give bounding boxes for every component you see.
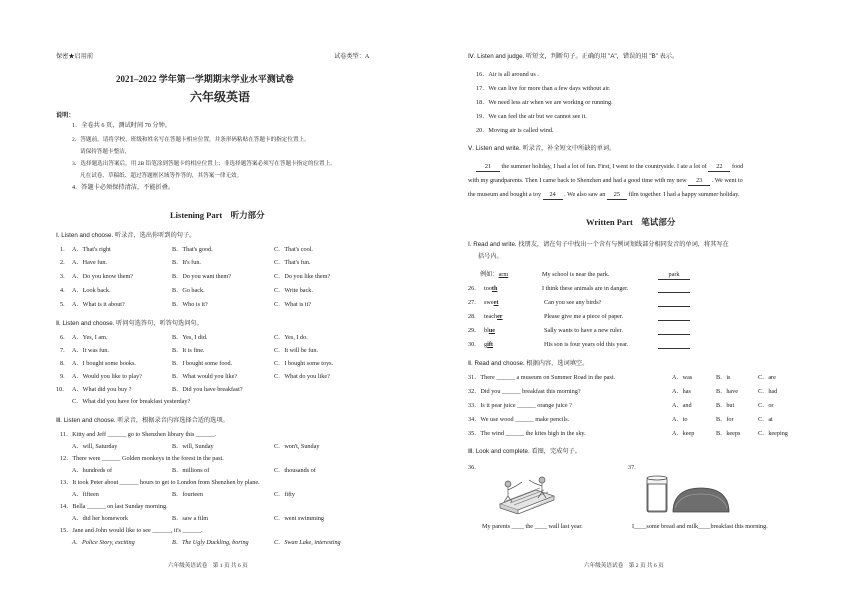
example-answer: park xyxy=(658,271,690,280)
option-c: C．are xyxy=(758,374,776,381)
example-row: 例如：arm xyxy=(480,271,509,278)
q-number: 28. xyxy=(468,313,476,320)
question-stem: 13．It took Peter about ______ hours to get to London from Shenzhen by plane. xyxy=(60,479,260,486)
q-number: 27. xyxy=(468,299,476,306)
left-page xyxy=(52,0,392,608)
question-stem: 32．Did you ______ breakfast this morning? xyxy=(468,388,581,395)
option-a: A．will, Saturday xyxy=(72,443,118,450)
key-word: tooth xyxy=(484,285,498,292)
question-stem: 12．There were ______ Golden monkeys in the forest in the past. xyxy=(60,455,224,462)
option-c: C．Yes, I do. xyxy=(274,334,308,341)
statement: 16．Air is all around us . xyxy=(476,71,539,78)
section-3-heading: Ⅲ. Listen and choose. 听录音，根据录音内容选择合适的选项。 xyxy=(56,417,229,424)
section-5-heading: Ⅴ. Listen and write. 听录音，补全短文中所缺的单词。 xyxy=(468,145,616,152)
option-a: A．That's right xyxy=(72,246,111,253)
option-a: A．It was fun. xyxy=(72,347,109,354)
option-c: C．What did you have for breakfast yesterday? xyxy=(72,398,191,405)
q-number: 2. xyxy=(60,259,65,266)
option-a: A．I bought some books. xyxy=(72,360,136,367)
question-stem: 14．Bella ______ on last Sunday morning. xyxy=(60,503,168,510)
option-c: C．Write back. xyxy=(274,287,313,294)
q-number: 9. xyxy=(60,373,65,380)
answer-blank[interactable] xyxy=(658,320,690,321)
q36-sentence: My parents ____ the ____ wall last year. xyxy=(482,523,583,530)
q-number: 1. xyxy=(60,246,65,253)
statement: 18．We need less air when we are working or running. xyxy=(476,99,613,106)
page-footer: 六年级英语试卷 第 1 页 共 6 页 xyxy=(168,563,248,569)
option-a: A．has xyxy=(672,388,691,395)
note-2: 2．答题前，请将学校、班级和姓名写在答题卡相应位置，并条形码粘贴在答题卡的指定位置上。 xyxy=(72,137,310,143)
option-b: B．have xyxy=(716,388,738,395)
option-a: A．did her homework xyxy=(72,515,129,522)
option-b: B．Who is it? xyxy=(172,301,208,308)
option-b: B．but xyxy=(716,402,735,409)
option-a: A．What is it about? xyxy=(72,301,125,308)
listening-heading: Listening Part 听力部分 xyxy=(170,210,265,220)
blank-25: 25 xyxy=(607,191,627,200)
example-sentence: My school is near the park. xyxy=(542,271,610,278)
option-a: A．was xyxy=(672,374,693,381)
option-b: B．Go back. xyxy=(172,287,205,294)
option-b: B．Did you have breakfast? xyxy=(172,386,243,393)
answer-blank[interactable] xyxy=(658,292,690,293)
right-page xyxy=(468,0,808,608)
question-stem: 33．Is it pear juice ______ orange juice ? xyxy=(468,402,572,409)
q-number: 10. xyxy=(56,386,64,393)
blank-24: 24 xyxy=(543,191,563,200)
option-a: A．Do you know them? xyxy=(72,273,134,280)
option-b: B．What would you like? xyxy=(172,373,238,380)
q36-number: 36. xyxy=(468,464,476,471)
note-1: 1．全卷共 6 页，测试时间 70 分钟。 xyxy=(72,122,171,129)
page-footer: 六年级英语试卷 第 2 页 共 6 页 xyxy=(584,563,664,569)
paper-type-label: 试卷类型：A xyxy=(334,53,370,60)
option-b: B．Yes, I did. xyxy=(172,334,208,341)
statement: 20．Moving air is called wind. xyxy=(476,127,554,134)
option-c: C．fifty xyxy=(274,491,295,498)
option-c: C．It will be fun. xyxy=(274,347,318,354)
answer-blank[interactable] xyxy=(658,348,690,349)
exam-subtitle: 六年级英语 xyxy=(190,90,251,104)
section-8-heading: Ⅲ. Look and complete. 看图，完成句子。 xyxy=(468,448,581,455)
option-b: B．That's good. xyxy=(172,246,213,253)
q-number: 6. xyxy=(60,334,65,341)
option-c: C．I bought some toys. xyxy=(274,360,334,367)
option-c: C．won't, Sunday xyxy=(274,443,320,450)
sentence: Can you see any birds? xyxy=(544,299,602,306)
option-a: A．Yes, I am. xyxy=(72,334,108,341)
note-4: 4．答题卡必须保持清洁，不能折叠。 xyxy=(72,184,175,191)
section-6-heading: Ⅰ. Read and write. 找朋友，请在句子中找出一个含有与例词划线部分相同发音的单词，将其写在 xyxy=(468,241,729,248)
option-a: A．fifteen xyxy=(72,491,99,498)
option-c: C．keeping xyxy=(758,430,788,437)
key-word: blue xyxy=(484,327,496,334)
option-c: C．went swimming xyxy=(274,515,325,522)
answer-blank[interactable] xyxy=(658,334,690,335)
key-word: gift xyxy=(484,341,493,348)
note-3-cont: 凡在试卷、草稿纸、超过答题框区域等作答的，其答案一律无效。 xyxy=(80,173,243,179)
option-b: B．The Ugly Duckling, boring xyxy=(172,539,249,546)
option-c: C．at xyxy=(758,416,773,423)
note-3: 3．选择题选出答案后，用 2B 铅笔涂到答题卡的相应位置上；非选择题答案必须写在答题卡指定的位置上。 xyxy=(72,161,336,167)
section-7-heading: Ⅱ. Read and choose. 根据内容，选词填空。 xyxy=(468,360,589,367)
option-b: B．Do you want them? xyxy=(172,273,231,280)
blank-22: 22 xyxy=(708,163,730,172)
statement: 19．We can feel the air but we cannot see it. xyxy=(476,113,587,120)
option-b: B．It is fine. xyxy=(172,347,205,354)
question-stem: 35．The wind ______ the kites high in the sky. xyxy=(468,430,586,437)
passage-line-1: 21 the summer holiday, I had a lot of fun. First, I went to the countryside. I ate a lot of 22 food xyxy=(476,163,743,172)
passage-line-3: the museum and bought a toy 24 . We also saw an 25 film together. I had a happy summer holiday. xyxy=(468,191,740,198)
section-1-heading: Ⅰ. Listen and choose. 听录音，选出你听到的句子。 xyxy=(56,232,196,239)
q-number: 29. xyxy=(468,327,476,334)
option-a: A．What did you buy ? xyxy=(72,386,132,393)
painting-wall-illustration xyxy=(496,474,558,514)
option-b: B．is xyxy=(716,374,731,381)
option-c: C．or xyxy=(758,402,774,409)
q-number: 26. xyxy=(468,285,476,292)
key-word: teacher xyxy=(484,313,503,320)
option-c: C．That's cool. xyxy=(274,246,313,253)
bread-and-milk-illustration xyxy=(643,474,733,514)
q-number: 4. xyxy=(60,287,65,294)
section-6-heading-cont: 括号内。 xyxy=(478,253,503,260)
written-heading: Written Part 笔试部分 xyxy=(586,217,676,227)
q37-sentence: I____some bread and milk____breakfast this morning. xyxy=(632,523,768,530)
sentence: I think these animals are in danger. xyxy=(542,285,629,292)
section-4-heading: Ⅳ. Listen and judge. 听短文，判断句子。正确的用 "A"，错误的用 "B" 表示。 xyxy=(468,53,679,60)
option-a: A．hundreds of xyxy=(72,467,113,474)
sentence: His son is four years old this year. xyxy=(544,341,629,348)
option-c: C．Swan Lake, interesting xyxy=(274,539,341,546)
option-c: C．thousands of xyxy=(274,467,316,474)
q-number: 30. xyxy=(468,341,476,348)
option-a: A．to xyxy=(672,416,688,423)
q-number: 8. xyxy=(60,360,65,367)
section-2-heading: Ⅱ. Listen and choose. 听问句选答句，听答句选问句。 xyxy=(56,320,203,327)
confidential-label: 保密★启用前 xyxy=(56,53,94,60)
question-stem: 34．We use wood ______ make pencils. xyxy=(468,416,570,423)
notes-label: 说明： xyxy=(56,112,75,119)
option-b: B．will, Sunday xyxy=(172,443,214,450)
statement: 17．We can live for more than a few days without air. xyxy=(476,85,611,92)
q37-number: 37. xyxy=(628,464,636,471)
answer-blank[interactable] xyxy=(658,306,690,307)
option-a: A．keep xyxy=(672,430,695,437)
sentence: Sally wants to have a new ruler. xyxy=(544,327,623,334)
note-2-cont: 请保持答题卡整洁， xyxy=(80,149,131,155)
blank-23: 23 xyxy=(688,177,710,186)
sentence: Please give me a piece of paper. xyxy=(544,313,624,320)
question-stem: 31．There ______ a museum on Summer Road in the past. xyxy=(468,374,616,381)
option-a: A．Look back. xyxy=(72,287,111,294)
question-stem: 15．Jane and John would like to see ______, it's ______. xyxy=(60,527,203,534)
q-number: 5. xyxy=(60,301,65,308)
option-b: B．saw a film xyxy=(172,515,209,522)
key-word: sweet xyxy=(484,299,499,306)
option-b: B．keeps xyxy=(716,430,741,437)
question-stem: 11．Kitty and Jeff ______ go to Shenzhen library this ______. xyxy=(60,431,217,438)
blank-21: 21 xyxy=(476,163,500,172)
option-a: A．Would you like to play? xyxy=(72,373,142,380)
option-c: C．had xyxy=(758,388,778,395)
option-c: C．What do you like? xyxy=(274,373,330,380)
q-number: 3. xyxy=(60,273,65,280)
option-a: A．Police Story, exciting xyxy=(72,539,135,546)
q-number: 7. xyxy=(60,347,65,354)
option-a: A．and xyxy=(672,402,692,409)
option-b: B．I bought some food. xyxy=(172,360,233,367)
option-c: C．What is it? xyxy=(274,301,312,308)
exam-title: 2021–2022 学年第一学期期末学业水平测试卷 xyxy=(116,74,294,84)
option-b: B．for xyxy=(716,416,734,423)
passage-line-2: with my grandparents. Then I came back to Shenzhen and had a good time with my new 23 . We went to xyxy=(468,177,743,184)
option-b: B．It's fun. xyxy=(172,259,201,266)
option-a: A．Have fun. xyxy=(72,259,108,266)
option-b: B．fourteen xyxy=(172,491,203,498)
option-b: B．millions of xyxy=(172,467,210,474)
option-c: C．That's fun. xyxy=(274,259,311,266)
option-c: C．Do you like them? xyxy=(274,273,331,280)
